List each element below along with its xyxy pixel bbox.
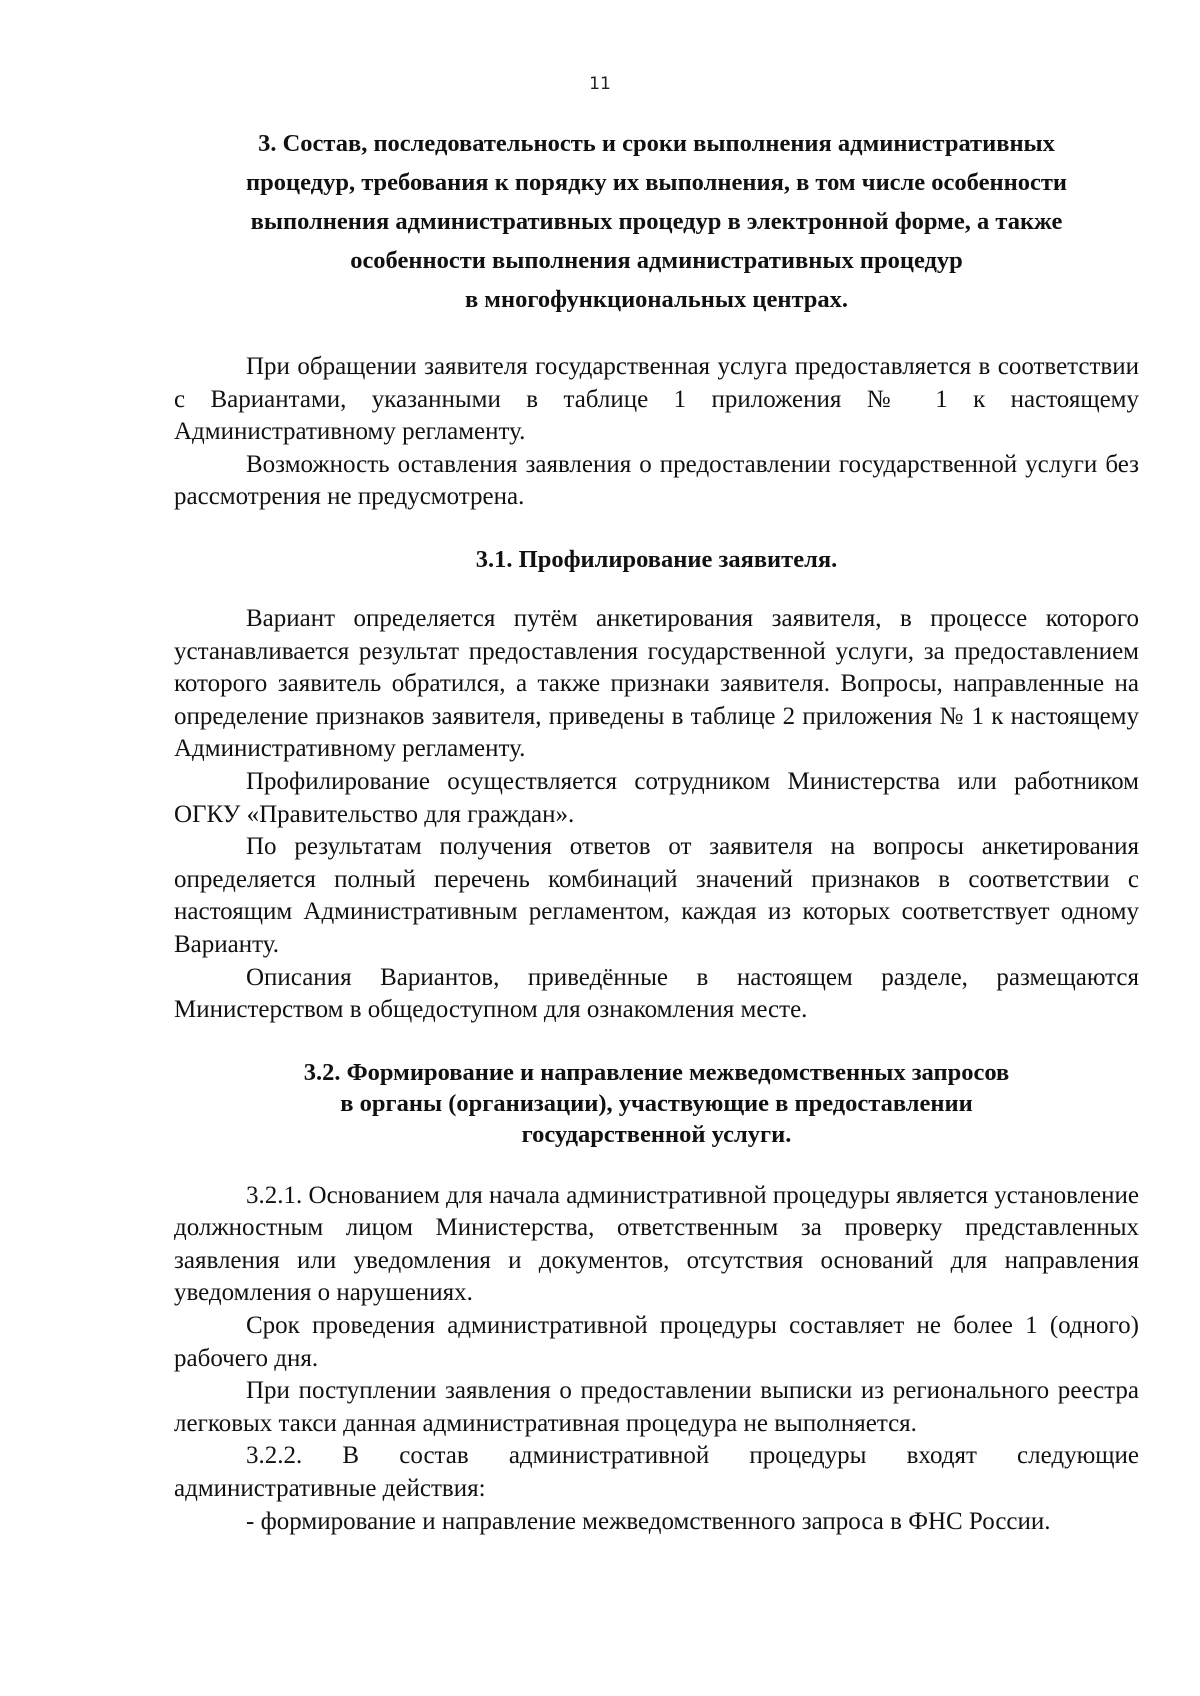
paragraph: Описания Вариантов, приведённые в настоящем разделе, размещаются Министерством в общедоступном для ознакомления месте. <box>174 963 1139 1024</box>
paragraph: Возможность оставления заявления о предоставлении государственной услуги без рассмотрения не предусмотрена. <box>174 450 1139 511</box>
page-number: 11 <box>589 74 611 94</box>
section-3-1-heading: 3.1. Профилирование заявителя. <box>475 545 838 573</box>
paragraph: Срок проведения административной процедуры составляет не более 1 (одного) рабочего дня. <box>174 1312 1139 1372</box>
paragraph: 3.2.2. В состав административной процедуры входят следующие административные действия: <box>174 1442 1139 1503</box>
page-content <box>174 124 1139 1538</box>
heading-line: в многофункциональных центрах. <box>464 286 849 313</box>
heading-line: государственной услуги. <box>521 1120 792 1148</box>
paragraph: При обращении заявителя государственная услуга предоставляется в соответствии с Вариантами, указанными в таблице 1 приложения № 1 к настоящему Административному регламенту. <box>174 353 1139 446</box>
paragraph: По результатам получения ответов от заявителя на вопросы анкетирования определяется полный перечень комбинаций значений признаков в соответствии с настоящим Административным регламентом, каждая из которых соответствует одному Варианту. <box>174 833 1139 958</box>
heading-line: процедур, требования к порядку их выполнения, в том числе особенности <box>246 169 1067 196</box>
heading-line: выполнения административных процедур в электронной форме, а также <box>250 208 1063 235</box>
heading-line: 3. Состав, последовательность и сроки выполнения административных <box>258 130 1055 157</box>
heading-line: особенности выполнения административных процедур <box>350 247 963 274</box>
section-3-2-heading <box>174 1057 1139 1150</box>
section-3-heading <box>174 124 1139 319</box>
paragraph: Вариант определяется путём анкетирования заявителя, в процессе которого устанавливается результат предоставления государственной услуги, за предоставлением которого заявитель обратился, а также признаки заявителя. Вопросы, направленные на определение признаков заявителя, приведены в таблице 2 приложения № 1 к настоящему Административному регламенту. <box>174 604 1139 763</box>
heading-line: 3.2. Формирование и направление межведомственных запросов <box>303 1058 1010 1086</box>
paragraph: При поступлении заявления о предоставлении выписки из регионального реестра легковых такси данная административная процедура не выполняется. <box>174 1377 1139 1437</box>
heading-line: в органы (организации), участвующие в предоставлении <box>340 1089 973 1117</box>
paragraph: 3.2.1. Основанием для начала административной процедуры является установление должностным лицом Министерства, ответственным за проверку представленных заявления или уведомления и документов, отсутствия оснований для направления уведомления о нарушениях. <box>174 1181 1139 1307</box>
paragraph: - формирование и направление межведомственного запроса в ФНС России. <box>246 1507 1051 1535</box>
paragraph: Профилирование осуществляется сотрудником Министерства или работником ОГКУ «Правительство для граждан». <box>174 767 1139 828</box>
